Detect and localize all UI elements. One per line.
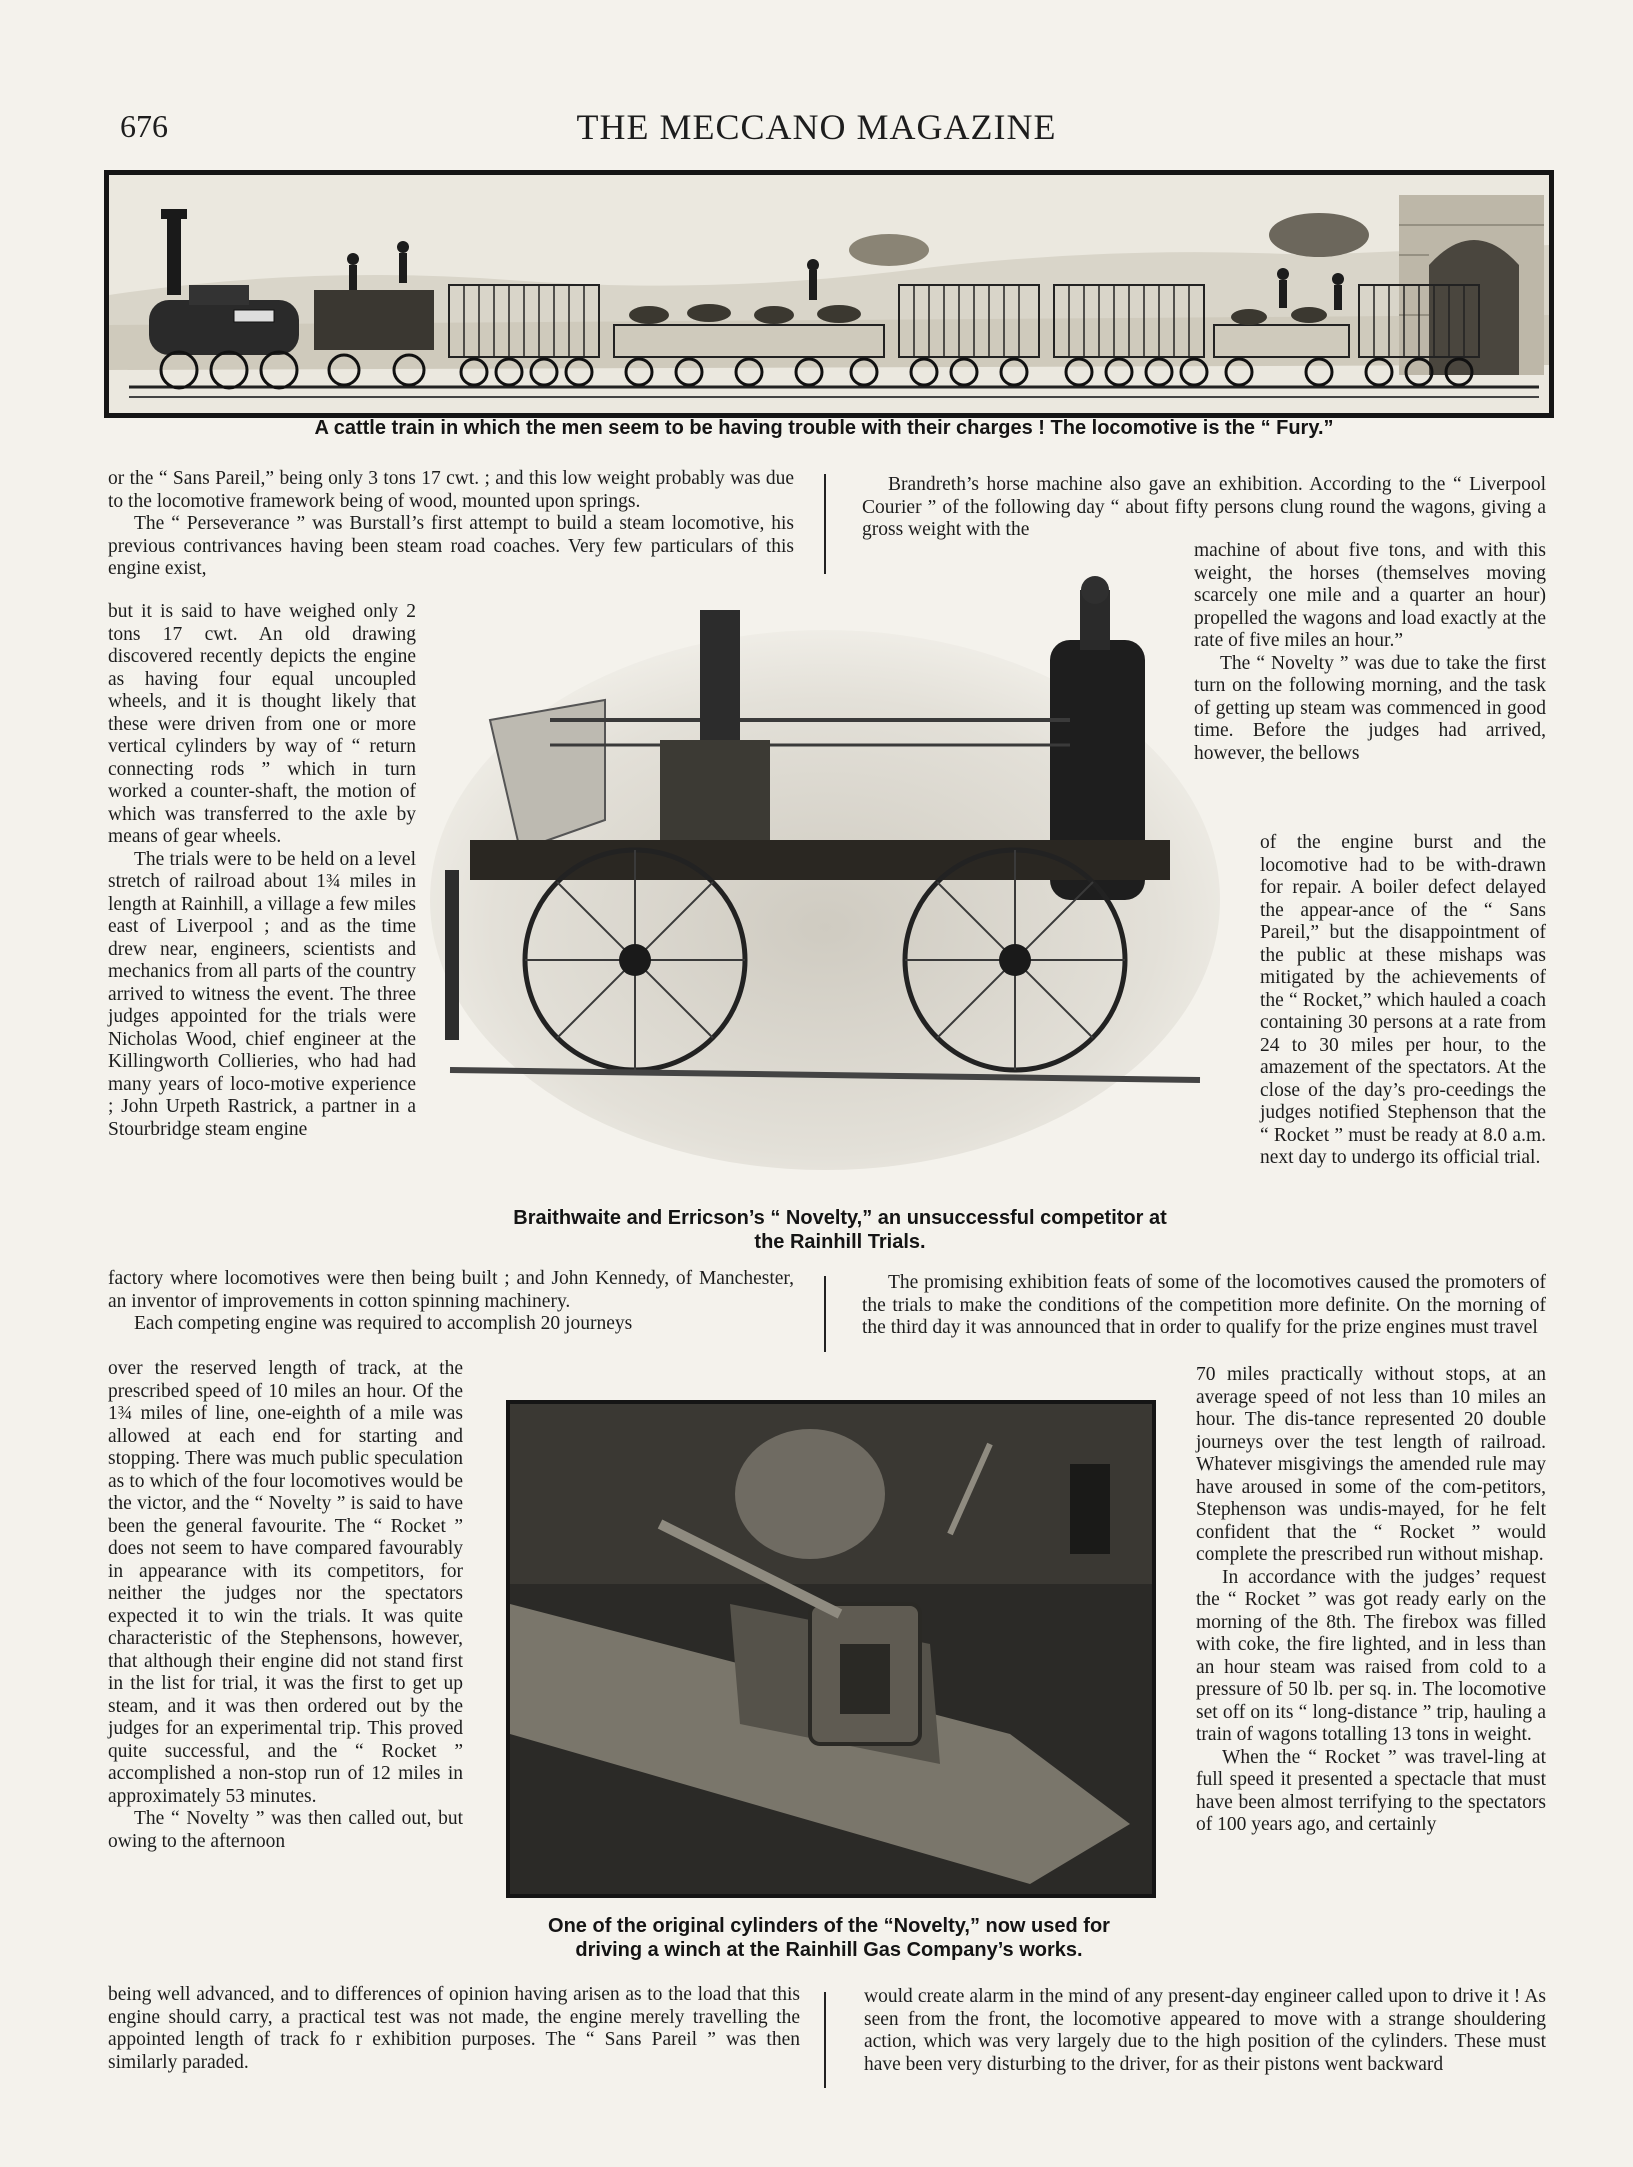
- novelty-caption: [440, 1206, 1240, 1254]
- paragraph: 70 miles practically without stops, at an average speed of not less than 10 miles an hour. The dis-tance represented 20 double journeys over the test length of railroad. Whatever misgivings the amended rule may have aroused in some of the com-petitors, Stephenson was undis-mayed, for he felt confident that the “ Rocket ” would complete the prescribed run without mishap.: [1196, 1364, 1546, 1565]
- paragraph: would create alarm in the mind of any present-day engineer called upon to drive it ! As seen from the front, the locomotive appeared to move with a strange shouldering action, which was very largely due to the high position of the cylinders. These must have been very disturbing to the driver, for as their pistons went backward: [864, 1986, 1546, 2075]
- novelty-locomotive-photo: [430, 570, 1220, 1170]
- paragraph: Brandreth’s horse machine also gave an exhibition. According to the “ Liverpool Courier ” of the following day “ about fifty persons clung round the wagons, giving a gross weight with the: [862, 474, 1546, 540]
- page-number: 676: [120, 108, 168, 144]
- cylinder-caption: [484, 1914, 1174, 1962]
- column-rule: [824, 1992, 826, 2088]
- paragraph: The trials were to be held on a level stretch of railroad about 1¾ miles in length at Rainhill, a village a few miles east of Liverpool ; and as the time drew near, engineers, scientists and mechanics from all parts of the country arrived to witness the event. The three judges appointed for the trials were Nicholas Wood, chief engineer at the Killingworth Collieries, who had had many years of loco-motive experience ; John Urpeth Rastrick, a partner in a Stourbridge steam engine: [108, 848, 416, 1140]
- cattle-train-illustration: [104, 170, 1554, 418]
- paragraph: or the “ Sans Pareil,” being only 3 tons 17 cwt. ; and this low weight probably was due to the locomotive framework being of wood, mounted upon springs.: [108, 468, 794, 512]
- novelty-cylinder-photo: [506, 1400, 1156, 1898]
- article-text-left-top: [108, 468, 794, 581]
- article-text-right-narrow-2: [1260, 832, 1546, 1170]
- paragraph: over the reserved length of track, at the prescribed speed of 10 miles an hour. Of the 1¾ miles of line, one-eighth of a mile was allowed at each end for starting and stopping. There was much public speculation as to which of the four locomotives would be the victor, and the “ Novelty ” is said to have been the general favourite. The “ Rocket ” does not seem to have compared favourably in appearance with its competitors, for neither the judges nor the spectators expected it to win the trials. It was quite characteristic of the Stephensons, however, that although their engine did not stand first in the list for trial, it was the first to get up steam, and it was then ordered out by the judges for an experimental trip. This proved quite successful, and the “ Rocket ” accomplished a non-stop run of 12 miles in approximately 53 minutes.: [108, 1358, 463, 1807]
- paragraph: The “ Novelty ” was then called out, but owing to the afternoon: [108, 1808, 463, 1852]
- paragraph: Each competing engine was required to accomplish 20 journeys: [134, 1313, 633, 1334]
- cylinder-caption-line-2: driving a winch at the Rainhill Gas Company’s works.: [575, 1939, 1083, 1961]
- novelty-caption-line-2: the Rainhill Trials.: [754, 1231, 926, 1253]
- cylinder-caption-line-1: One of the original cylinders of the “Novelty,” now used for: [548, 1915, 1110, 1937]
- paragraph: The “ Novelty ” was due to take the first turn on the following morning, and the task of getting up steam was commenced in good time. Before the judges had arrived, however, the bellows: [1194, 652, 1546, 764]
- paragraph: machine of about five tons, and with this weight, the horses (themselves moving scarcely one mile and a quarter an hour) propelled the wagons and load exactly at the rate of five miles an hour.”: [1194, 540, 1546, 651]
- paragraph: The promising exhibition feats of some of the locomotives caused the promoters of the trials to make the conditions of the competition more definite. On the morning of the third day it was announced that in order to qualify for the prize engines must travel: [862, 1272, 1546, 1338]
- article-text-left-lower: [108, 1358, 463, 1853]
- article-text-right-mid: [862, 1272, 1546, 1340]
- novelty-caption-line-1: Braithwaite and Erricson’s “ Novelty,” an unsuccessful competitor at: [513, 1207, 1167, 1229]
- article-text-left-mid: [108, 1268, 794, 1336]
- cattle-train-caption: A cattle train in which the men seem to be having trouble with their charges ! The locomotive is the “ Fury.”: [314, 417, 1334, 439]
- paragraph: factory where locomotives were then being built ; and John Kennedy, of Manchester, an inventor of improvements in cotton spinning machinery.: [108, 1268, 794, 1312]
- paragraph: of the engine burst and the locomotive had to be with-drawn for repair. A boiler defect delayed the appear-ance of the “ Sans Pareil,” but the disappointment of the public at these mishaps was mitigated by the achievements of the “ Rocket,” which hauled a coach containing 30 persons at a rate from 24 to 30 miles per hour, to the amazement of the spectators. At the close of the day’s pro-ceedings the judges notified Stephenson that the “ Rocket ” must be ready at 8.0 a.m. next day to undergo its official trial.: [1260, 832, 1546, 1168]
- article-text-right-narrow-1: [1194, 540, 1546, 765]
- article-text-right-bottom: [864, 1986, 1546, 2076]
- column-rule: [824, 474, 826, 574]
- paragraph: When the “ Rocket ” was travel-ling at full speed it presented a spectacle that must have been almost terrifying to the spectators of 100 years ago, and certainly: [1196, 1746, 1546, 1835]
- magazine-title: THE MECCANO MAGAZINE: [576, 107, 1057, 147]
- article-text-right-lower: [1196, 1364, 1546, 1837]
- column-rule: [824, 1276, 826, 1352]
- article-text-left-narrow: [108, 601, 416, 1141]
- article-text-left-bottom: [108, 1984, 800, 2074]
- paragraph: In accordance with the judges’ request the “ Rocket ” was got ready early on the morning of the 8th. The firebox was filled with coke, the fire lighted, and in less than an hour steam was raised from cold to a pressure of 50 lb. per sq. in. The locomotive set off on its “ long-distance ” trip, hauling a train of wagons totalling 13 tons in weight.: [1196, 1566, 1546, 1745]
- paragraph: The “ Perseverance ” was Burstall’s first attempt to build a steam locomotive, his previous contrivances having been steam road coaches. Very few particulars of this engine exist,: [108, 513, 794, 579]
- article-text-right-top: [862, 474, 1546, 542]
- paragraph: being well advanced, and to differences of opinion having arisen as to the load that this engine should carry, a practical test was not made, the engine merely travelling the appointed length of track fo r exhibition purposes. The “ Sans Pareil ” was then similarly paraded.: [108, 1984, 800, 2073]
- paragraph: but it is said to have weighed only 2 tons 17 cwt. An old drawing discovered recently depicts the engine as having four equal uncoupled wheels, and it is thought likely that these were driven from one or more vertical cylinders by way of “ return connecting rods ” which in turn worked a counter-shaft, the motion of which was transferred to the axle by means of gear wheels.: [108, 601, 416, 847]
